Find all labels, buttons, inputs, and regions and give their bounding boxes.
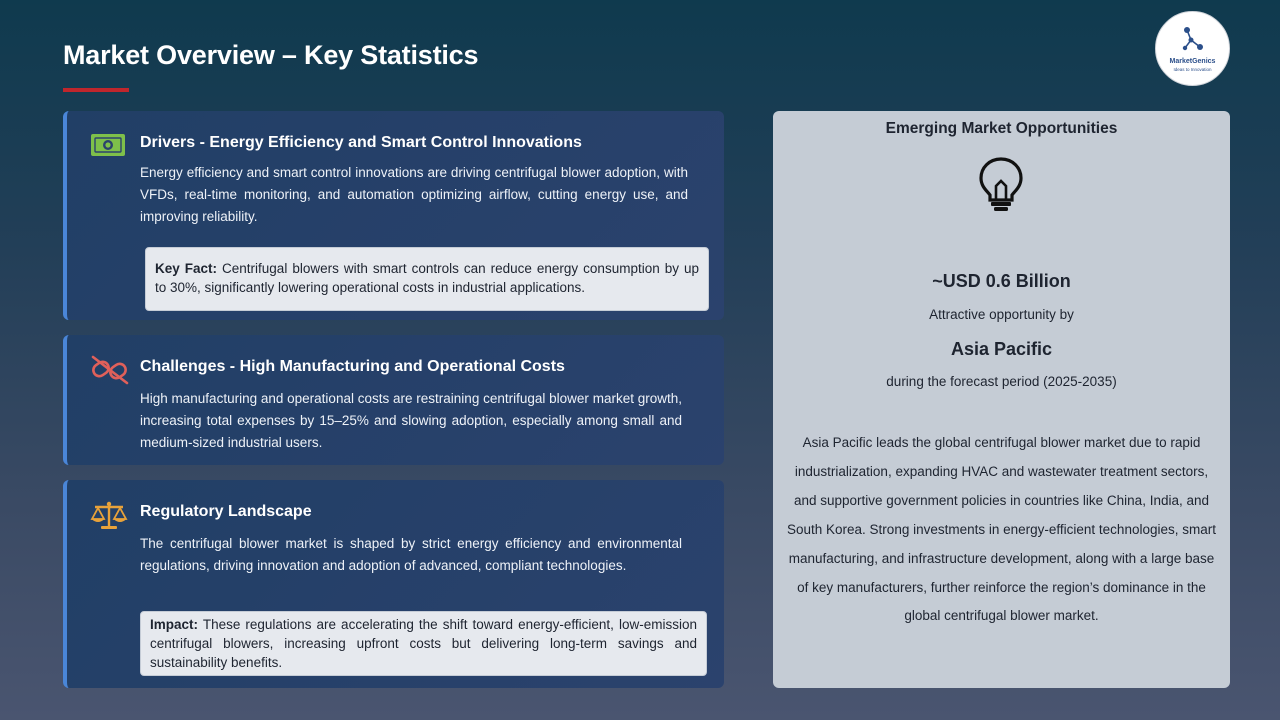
molecule-icon <box>1182 26 1204 52</box>
opportunity-caption: Attractive opportunity by <box>929 307 1074 322</box>
impact-box <box>140 611 707 676</box>
opportunity-value: ~USD 0.6 Billion <box>932 271 1071 291</box>
regulatory-body: The centrifugal blower market is shaped by strict energy efficiency and environmental regulations, driving innovation and adoption of advanced, compliant technologies. <box>140 536 682 573</box>
broken-link-icon <box>90 354 130 391</box>
logo-name: MarketGenics <box>1169 58 1216 65</box>
challenges-title: Challenges - High Manufacturing and Operational Costs <box>140 358 565 375</box>
key-fact-text: Centrifugal blowers with smart controls can reduce energy consumption by up to 30%, significantly lowering operational costs in industrial applications. <box>155 261 699 295</box>
scales-icon <box>90 499 128 536</box>
drivers-card <box>63 111 724 320</box>
lightbulb-icon <box>978 156 1024 217</box>
opportunity-region: Asia Pacific <box>950 339 1053 359</box>
key-fact-box <box>145 247 709 311</box>
challenges-body: High manufacturing and operational costs are restraining centrifugal blower market growth, increasing total expenses by 15–25% and slowing adoption, especially among small and medium-sized industrial users. <box>140 391 682 450</box>
opportunities-heading: Emerging Market Opportunities <box>885 120 1118 137</box>
company-logo <box>1155 11 1230 86</box>
opportunity-description: Asia Pacific leads the global centrifugal blower market due to rapid industrialization, expanding HVAC and wastewater treatment sectors, and supportive government policies in countries like China, India, and South Korea. Strong investments in energy-efficient technologies, smart manufacturing, and infrastructure development, along with a large base of key manufacturers, further reinforce the region’s dominance in the global centrifugal blower market. <box>787 435 1216 624</box>
impact-label: Impact: <box>150 617 199 632</box>
key-fact-label: Key Fact: <box>155 261 218 276</box>
page-title: Market Overview – Key Statistics <box>63 40 479 70</box>
challenges-card <box>63 335 724 465</box>
drivers-body: Energy efficiency and smart control innovations are driving centrifugal blower adoption, with VFDs, real-time monitoring, and automation optimizing airflow, cutting energy use, and improving reliability. <box>140 165 688 224</box>
forecast-period: during the forecast period (2025-2035) <box>886 374 1117 389</box>
opportunities-panel <box>773 111 1230 688</box>
logo-tagline: Ideas to Innovation <box>1173 67 1212 72</box>
regulatory-card <box>63 480 724 688</box>
title-underline <box>63 88 129 92</box>
money-icon <box>90 132 126 163</box>
impact-text: These regulations are accelerating the shift toward energy-efficient, low-emission centrifugal blowers, increasing upfront costs but delivering long-term savings and sustainability benefits. <box>150 617 697 670</box>
regulatory-title: Regulatory Landscape <box>140 503 312 520</box>
drivers-title: Drivers - Energy Efficiency and Smart Control Innovations <box>140 134 582 151</box>
